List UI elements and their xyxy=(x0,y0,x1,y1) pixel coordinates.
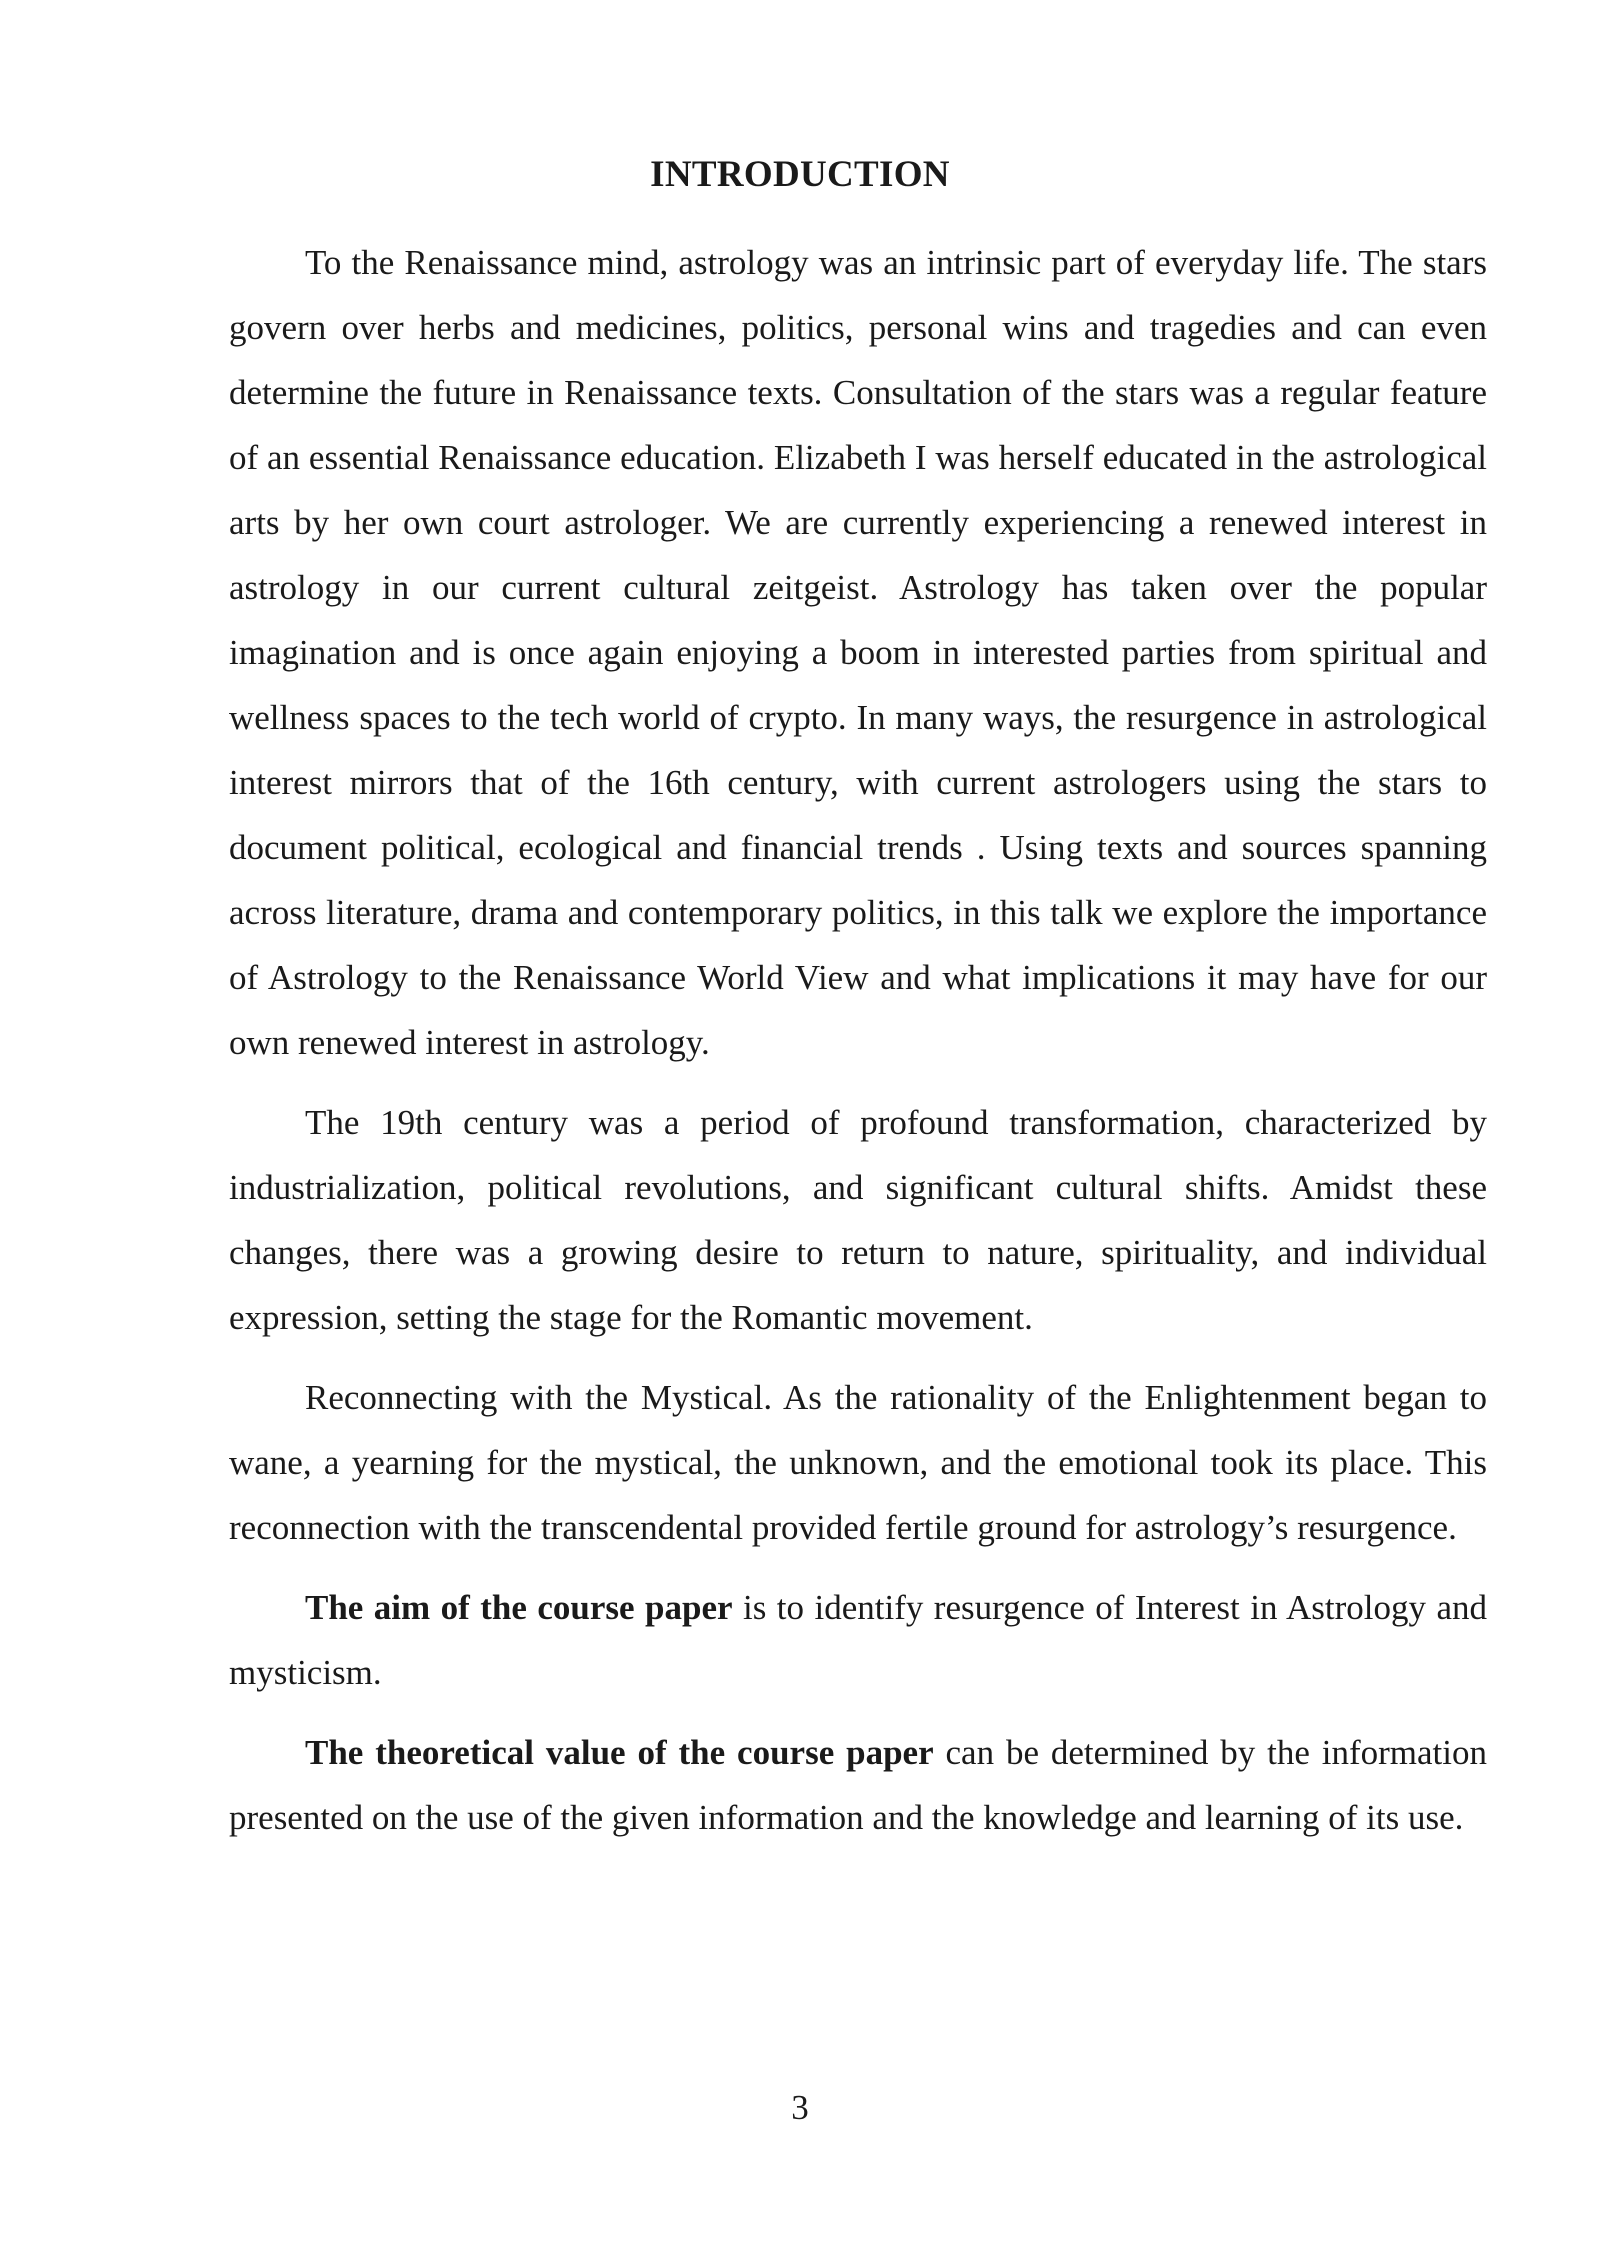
paragraph-3-text: Reconnecting with the Mystical. As the rationality of the Enlightenment began to wane, a yearning for the mystical, the unknown, and the emotional took its place. This reconnection with the transcendental provided fertile ground for astrology’s resurgence. xyxy=(229,1378,1487,1547)
section-heading: INTRODUCTION xyxy=(650,154,950,195)
paragraph-1-text: To the Renaissance mind, astrology was an intrinsic part of everyday life. The stars govern over herbs and medicines, politics, personal wins and tragedies and can even determine the future in Renaissance texts. Consultation of the stars was a regular feature of an essential Renaissance education. Elizabeth I was herself educated in the astrological arts by her own court astrologer. We are currently experiencing a renewed interest in astrology in our current cultural zeitgeist. Astrology has taken over the popular imagination and is once again enjoying a boom in interested parties from spiritual and wellness spaces to the tech world of crypto. In many ways, the resurgence in astrological interest mirrors that of the 16th century, with current astrologers using the stars to document political, ecological and financial trends . Using texts and sources spanning across literature, drama and contemporary politics, in this talk we explore the importance of Astrology to the Renaissance World View and what implications it may have for our own renewed interest in astrology. xyxy=(229,243,1487,1062)
body-text xyxy=(229,230,1487,1865)
aim-text: is to identify resurgence of Interest in Astrology and mysticism. xyxy=(229,1588,1487,1692)
theoretical-value-text: can be determined by the information presented on the use of the given information and the knowledge and learning of its use. xyxy=(229,1733,1487,1837)
paragraph-aim xyxy=(229,1575,1487,1705)
aim-lead: The aim of the course paper xyxy=(305,1588,733,1627)
paragraph-theoretical-value xyxy=(229,1720,1487,1850)
paragraph-2-text: The 19th century was a period of profound transformation, characterized by industrialization, political revolutions, and significant cultural shifts. Amidst these changes, there was a growing desire to return to nature, spirituality, and individual expression, setting the stage for the Romantic movement. xyxy=(229,1103,1487,1337)
paragraph-3 xyxy=(229,1365,1487,1560)
page-number: 3 xyxy=(791,2088,809,2127)
paragraph-2 xyxy=(229,1090,1487,1350)
paragraph-1 xyxy=(229,230,1487,1075)
theoretical-value-lead: The theoretical value of the course paper xyxy=(305,1733,934,1772)
